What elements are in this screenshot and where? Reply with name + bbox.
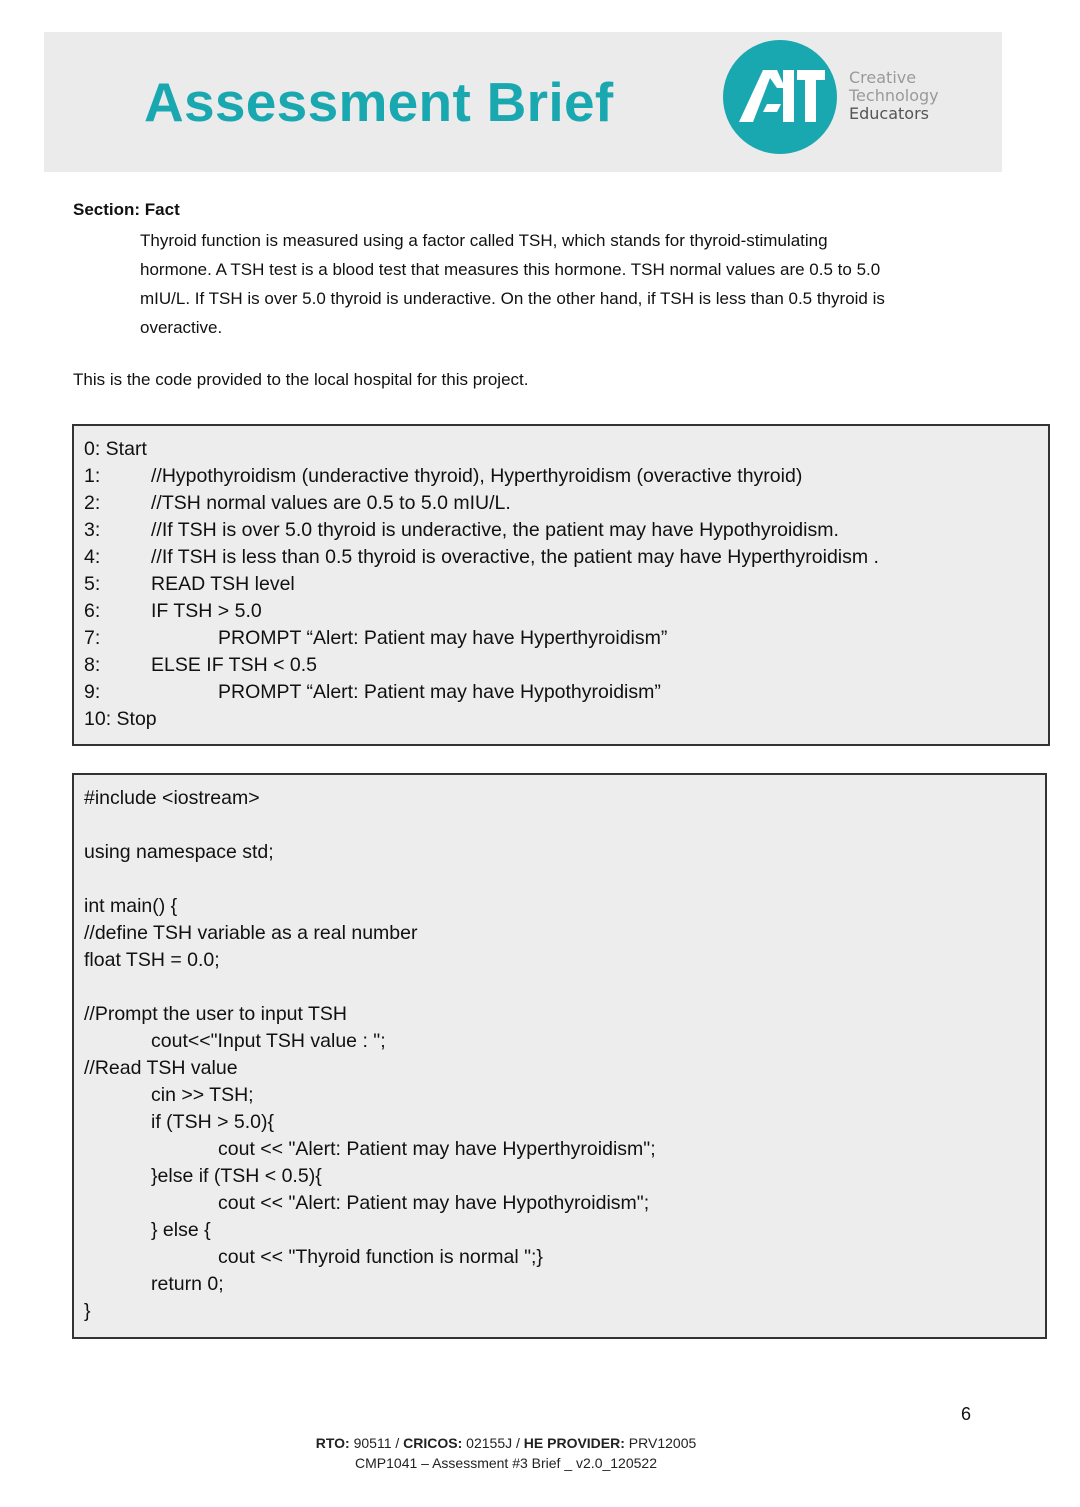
pseudo-line-number: 0: Start <box>84 438 147 460</box>
pseudo-line-code: IF TSH > 5.0 <box>151 600 262 622</box>
section-label: Section: Fact <box>73 200 180 219</box>
pseudo-line-code: ELSE IF TSH < 0.5 <box>151 654 318 676</box>
pseudo-line-code: PROMPT “Alert: Patient may have Hyperthyroidism” <box>218 627 668 649</box>
pseudocode-box <box>72 424 1050 746</box>
fact-line: mIU/L. If TSH is over 5.0 thyroid is underactive. On the other hand, if TSH is less than 0.5 thyroid is <box>140 289 885 308</box>
fact-line: Thyroid function is measured using a factor called TSH, which stands for thyroid-stimulating <box>140 231 828 250</box>
pseudo-line-number: 2: <box>84 492 101 514</box>
code-line: cout << "Alert: Patient may have Hyperthyroidism"; <box>218 1138 656 1160</box>
header-banner <box>44 32 1002 172</box>
logo-line-educators: Educators <box>849 104 929 123</box>
code-line: cout<<"Input TSH value : "; <box>151 1030 386 1052</box>
logo-wordmark <box>849 69 939 123</box>
fact-paragraph <box>140 226 980 342</box>
code-line: float TSH = 0.0; <box>84 949 220 971</box>
code-line: } <box>84 1300 91 1322</box>
pseudo-line-number: 4: <box>84 546 101 568</box>
code-line: }else if (TSH < 0.5){ <box>151 1165 322 1187</box>
pseudo-line-number: 6: <box>84 600 101 622</box>
footer-cricos-label: CRICOS: <box>403 1435 463 1451</box>
pseudo-line-number: 10: Stop <box>84 708 157 730</box>
logo-line-creative: Creative <box>849 68 917 87</box>
page-title: Assessment Brief <box>144 71 614 133</box>
code-line: //define TSH variable as a real number <box>84 922 418 944</box>
code-line: //Prompt the user to input TSH <box>84 1003 348 1025</box>
fact-line: overactive. <box>140 318 223 337</box>
code-line: cout << "Thyroid function is normal ";} <box>218 1246 543 1268</box>
pseudo-line-number: 1: <box>84 465 101 487</box>
ait-logo-icon <box>723 40 837 154</box>
intro-text: This is the code provided to the local hospital for this project. <box>73 370 529 389</box>
code-line: #include <iostream> <box>84 787 260 809</box>
code-line: //Read TSH value <box>84 1057 238 1079</box>
code-line: cout << "Alert: Patient may have Hypothyroidism"; <box>218 1192 650 1214</box>
footer-provider-value: PRV12005 <box>628 1435 697 1451</box>
pseudo-line-code: READ TSH level <box>151 573 295 595</box>
code-line: int main() { <box>84 895 178 917</box>
footer-rto-value: 90511 / <box>353 1435 400 1451</box>
pseudo-line-number: 3: <box>84 519 101 541</box>
code-line: cin >> TSH; <box>151 1084 254 1106</box>
pseudo-line-code: PROMPT “Alert: Patient may have Hypothyroidism” <box>218 681 661 703</box>
page-number: 6 <box>961 1404 972 1424</box>
code-line: using namespace std; <box>84 841 274 863</box>
code-line: return 0; <box>151 1273 224 1295</box>
footer-line-2: CMP1041 – Assessment #3 Brief _ v2.0_120522 <box>355 1455 657 1471</box>
pseudo-line-number: 9: <box>84 681 101 703</box>
pseudo-line-code: //If TSH is less than 0.5 thyroid is overactive, the patient may have Hyperthyroidism . <box>151 546 879 568</box>
pseudo-line-number: 8: <box>84 654 101 676</box>
code-line: } else { <box>151 1219 211 1241</box>
footer-cricos-value: 02155J / <box>466 1435 520 1451</box>
footer-provider-label: HE PROVIDER: <box>523 1435 625 1451</box>
code-line: if (TSH > 5.0){ <box>151 1111 274 1133</box>
pseudo-line-number: 5: <box>84 573 101 595</box>
logo-line-technology: Technology <box>849 86 939 105</box>
pseudo-line-number: 7: <box>84 627 101 649</box>
pseudo-line-code: //Hypothyroidism (underactive thyroid), Hyperthyroidism (overactive thyroid) <box>151 465 803 487</box>
footer-rto-label: RTO: <box>315 1435 350 1451</box>
pseudo-line-code: //If TSH is over 5.0 thyroid is underactive, the patient may have Hypothyroidism. <box>151 519 839 541</box>
fact-line: hormone. A TSH test is a blood test that measures this hormone. TSH normal values are 0.5 to 5.0 <box>140 260 881 279</box>
footer-line-1 <box>0 1435 1012 1451</box>
cpp-code-box <box>72 773 1047 1339</box>
pseudo-line-code: //TSH normal values are 0.5 to 5.0 mIU/L. <box>151 492 511 514</box>
